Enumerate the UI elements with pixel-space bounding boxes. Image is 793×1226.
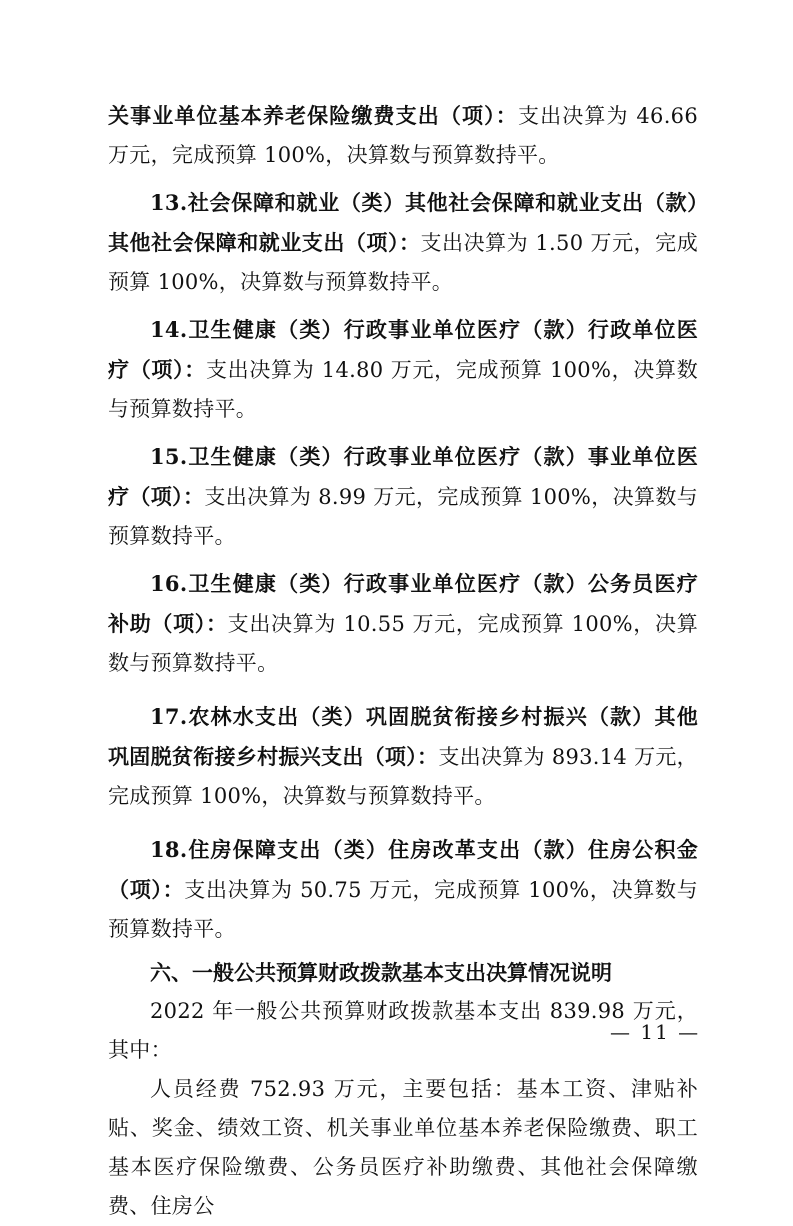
section-heading: 六、一般公共预算财政拨款基本支出决算情况说明 — [150, 960, 612, 985]
paragraph-12-continued — [108, 96, 698, 175]
paragraph-16 — [108, 564, 698, 683]
item-title: 16.卫生健康（类）行政事业单位医疗（款）公务员医疗补助（项）： — [108, 571, 698, 636]
paragraph-18 — [108, 830, 698, 949]
personnel-paragraph: 人员经费 752.93 万元，主要包括：基本工资、津贴补贴、奖金、绩效工资、机关事业单位基本养老保险缴费、职工基本医疗保险缴费、公务员医疗补助缴费、其他社会保障缴费、住房公 — [108, 1077, 698, 1218]
item-text: 支出决算为 1.50 万元，完成预算 100%，决算数与预算数持平。 — [108, 231, 698, 294]
summary-paragraph: 2022 年一般公共预算财政拨款基本支出 839.98 万元，其中： — [108, 999, 698, 1062]
item-title: 15.卫生健康（类）行政事业单位医疗（款）事业单位医疗（项）： — [108, 444, 698, 509]
page-number: — 11 — — [610, 1020, 701, 1044]
document-body — [108, 96, 701, 1226]
item-title: 13.社会保障和就业（类）其他社会保障和就业支出（款）其他社会保障和就业支出（项）： — [108, 190, 698, 255]
paragraph-13 — [108, 183, 698, 302]
item-text: 支出决算为 50.75 万元，完成预算 100%，决算数与预算数持平。 — [108, 878, 698, 941]
paragraph-17 — [108, 697, 698, 816]
item-text: 支出决算为 10.55 万元，完成预算 100%，决算数与预算数持平。 — [108, 612, 698, 675]
item-text: 支出决算为 893.14 万元，完成预算 100%，决算数与预算数持平。 — [108, 745, 698, 808]
item-text: 支出决算为 8.99 万元，完成预算 100%，决算数与预算数持平。 — [108, 485, 699, 548]
item-title: 18.住房保障支出（类）住房改革支出（款）住房公积金（项）： — [108, 837, 698, 902]
paragraph-15 — [108, 437, 698, 556]
item-title: 关事业单位基本养老保险缴费支出（项）： — [108, 103, 518, 128]
item-title: 17.农林水支出（类）巩固脱贫衔接乡村振兴（款）其他巩固脱贫衔接乡村振兴支出（项）： — [108, 704, 698, 769]
item-text: 支出决算为 46.66 万元，完成预算 100%，决算数与预算数持平。 — [108, 104, 698, 167]
item-text: 支出决算为 14.80 万元，完成预算 100%，决算数与预算数持平。 — [108, 358, 698, 421]
paragraph-14 — [108, 310, 698, 429]
item-title: 14.卫生健康（类）行政事业单位医疗（款）行政单位医疗（项）： — [108, 317, 698, 382]
